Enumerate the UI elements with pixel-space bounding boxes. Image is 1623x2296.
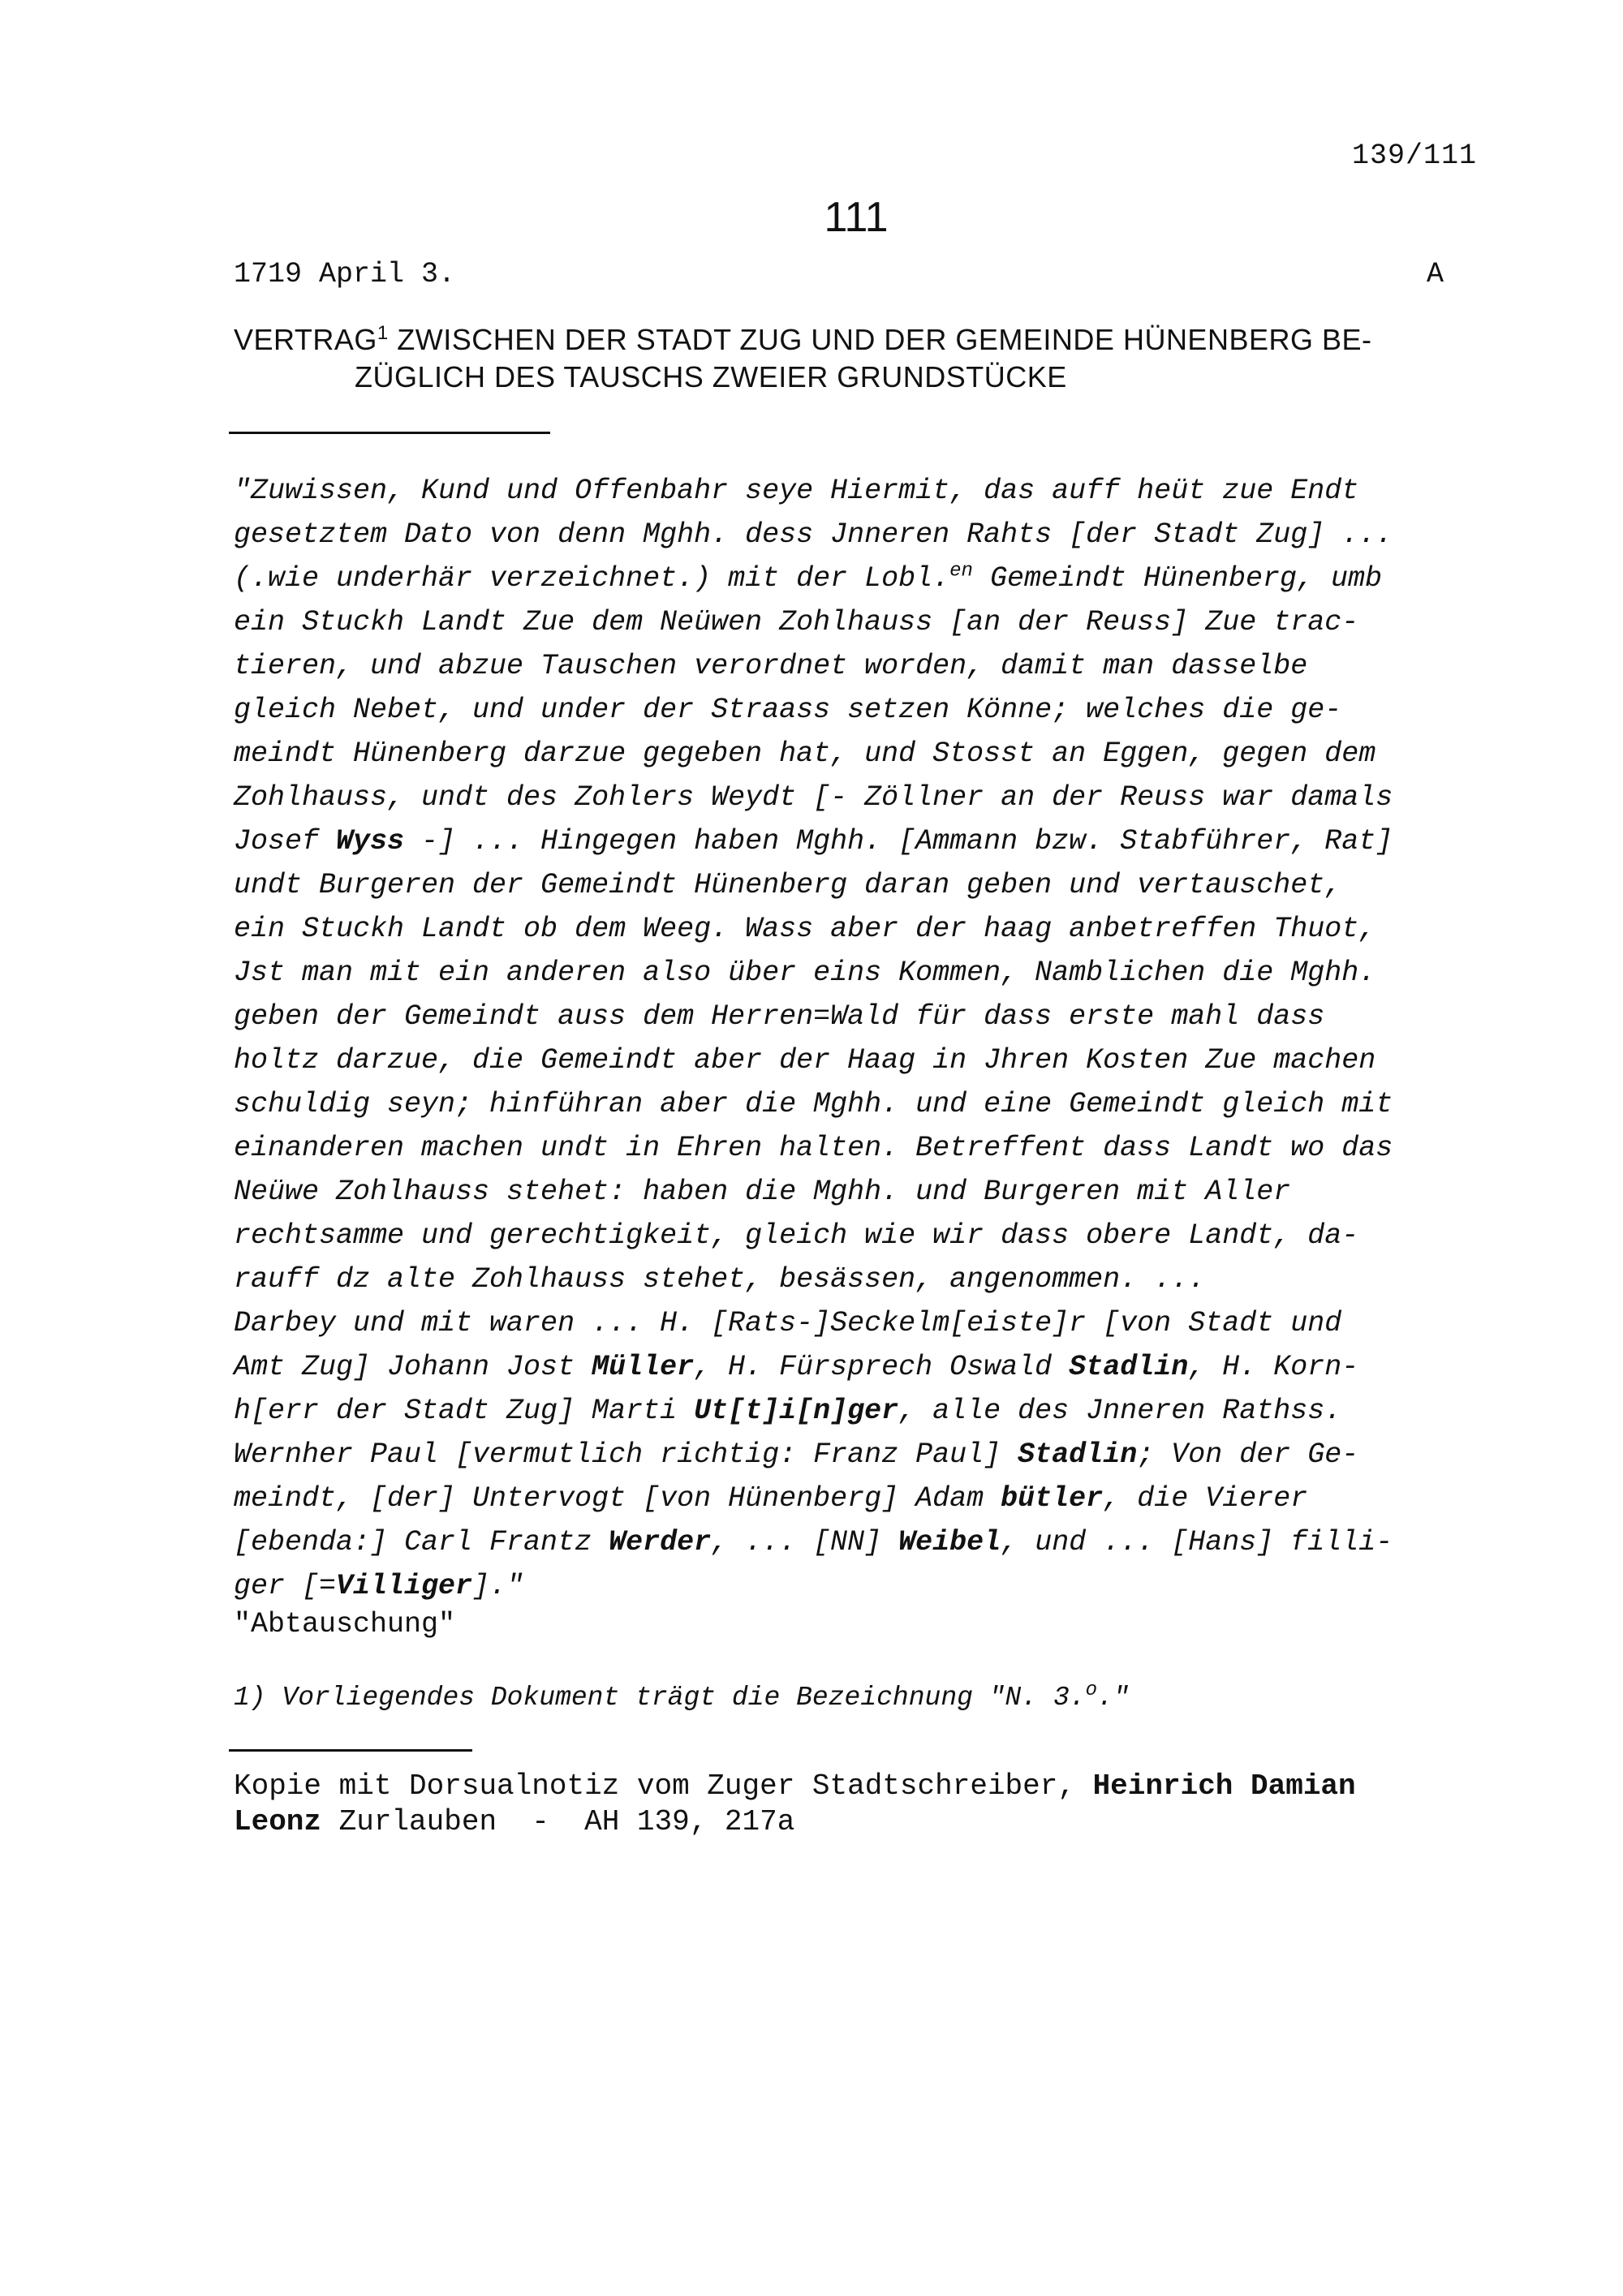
transcript-line: [234, 825, 1393, 858]
text-run: , alle des Jnneren Rathss.: [898, 1395, 1342, 1427]
transcript-line: tieren, und abzue Tauschen verordnet worden, damit man dasselbe: [234, 650, 1308, 682]
bold-name: bütler: [1001, 1482, 1104, 1515]
bold-name: Ut[t]i[n]ger: [694, 1395, 899, 1427]
text-run: Josef: [234, 825, 337, 858]
superscript: en: [949, 560, 973, 583]
document-title-line-1: [234, 323, 1371, 357]
title-rest: ZWISCHEN DER STADT ZUG UND DER GEMEINDE HÜNENBERG BE-: [388, 323, 1372, 356]
transcript-line: ein Stuckh Landt ob dem Weeg. Wass aber der haag anbetreffen Thuot,: [234, 913, 1376, 945]
transcript-line: rechtsamme und gerechtigkeit, gleich wie wir dass obere Landt, da-: [234, 1219, 1359, 1252]
transcript-line: [234, 560, 1383, 595]
title-word: VERTRAG: [234, 323, 377, 356]
transcript-line: schuldig seyn; hinführan aber die Mghh. und eine Gemeindt gleich mit: [234, 1088, 1393, 1120]
superscript: o: [1085, 1679, 1097, 1701]
text-run: h[err der Stadt Zug] Marti: [234, 1395, 695, 1427]
text-run: Zurlauben - AH 139, 217a: [321, 1805, 795, 1838]
text-run: .": [1096, 1683, 1130, 1713]
transcript-line: geben der Gemeindt auss dem Herren=Wald für dass erste mahl dass: [234, 1000, 1325, 1033]
text-run: Gemeindt Hünenberg, umb: [972, 562, 1383, 595]
transcript-line: "Zuwissen, Kund und Offenbahr seye Hiermit, das auff heüt zue Endt: [234, 475, 1359, 507]
bold-name: Stadlin: [1069, 1351, 1189, 1383]
transcript-line: holtz darzue, die Gemeindt aber der Haag in Jhren Kosten Zue machen: [234, 1044, 1376, 1077]
document-number: 111: [824, 194, 889, 241]
text-run: Wernher Paul [vermutlich richtig: Franz Paul]: [234, 1438, 1018, 1471]
bold-name: Weibel: [898, 1526, 1001, 1559]
transcript-line: Zohlhauss, undt des Zohlers Weydt [- Zöllner an der Reuss war damals: [234, 781, 1393, 814]
transcript-line: [234, 1353, 1358, 1382]
document-date: 1719 April 3.: [234, 258, 456, 290]
transcript-line: [234, 1438, 1359, 1471]
text-run: Kopie mit Dorsualnotiz vom Zuger Stadtschreiber,: [234, 1769, 1093, 1803]
text-run: , die Vierer: [1103, 1482, 1308, 1515]
transcript-line: rauff dz alte Zohlhauss stehet, besässen, angenommen. ...: [234, 1263, 1206, 1296]
text-run: ].": [472, 1570, 524, 1602]
endorsement-label: "Abtauschung": [234, 1608, 456, 1640]
transcript-line: meindt Hünenberg darzue gegeben hat, und Stosst an Eggen, gegen dem: [234, 737, 1376, 770]
bold-name: Leonz: [234, 1805, 322, 1838]
bold-name: Werder: [609, 1526, 712, 1559]
text-run: Amt Zug] Johann Jost: [234, 1351, 592, 1383]
bold-name: Wyss: [336, 825, 405, 858]
bold-name: Villiger: [336, 1570, 473, 1602]
text-run: , H. Fürsprech Oswald: [694, 1351, 1070, 1383]
transcript-line: [234, 1572, 523, 1601]
transcript-line: gesetztem Dato von denn Mghh. dess Jnneren Rahts [der Stadt Zug] ...: [234, 518, 1393, 551]
text-run: ger [=: [234, 1570, 337, 1602]
text-run: ; Von der Ge-: [1137, 1438, 1359, 1471]
bold-name: Stadlin: [1018, 1438, 1138, 1471]
title-divider: [229, 432, 550, 434]
text-run: , ... [NN]: [711, 1526, 899, 1559]
source-note: [234, 1769, 1356, 1840]
footnote-divider: [229, 1749, 472, 1752]
archive-reference: 139/111: [1351, 140, 1477, 172]
transcript-line: Neüwe Zohlhauss stehet: haben die Mghh. und Burgeren mit Aller: [234, 1176, 1291, 1208]
text-run: 1) Vorliegendes Dokument trägt die Bezeichnung "N. 3.: [234, 1683, 1086, 1713]
text-run: [ebenda:] Carl Frantz: [234, 1526, 609, 1559]
transcript-line: einanderen machen undt in Ehren halten. Betreffent dass Landt wo das: [234, 1132, 1393, 1164]
transcript-line: [234, 1482, 1308, 1515]
text-run: , H. Korn-: [1188, 1351, 1359, 1383]
text-run: meindt, [der] Untervogt [von Hünenberg] Adam: [234, 1482, 1001, 1515]
document-letter: A: [1427, 258, 1444, 290]
transcript-line: gleich Nebet, und under der Straass setzen Könne; welches die ge-: [234, 694, 1342, 726]
document-title-line-2: ZÜGLICH DES TAUSCHS ZWEIER GRUNDSTÜCKE: [355, 360, 1067, 393]
transcript-line: [234, 1526, 1393, 1559]
transcript-line: undt Burgeren der Gemeindt Hünenberg daran geben und vertauschet,: [234, 869, 1342, 901]
text-run: , und ... [Hans] filli-: [1001, 1526, 1393, 1559]
footnote: [234, 1679, 1130, 1713]
bold-name: Müller: [592, 1351, 695, 1383]
bold-name: Heinrich Damian: [1092, 1769, 1356, 1803]
transcript-line: ein Stuckh Landt Zue dem Neüwen Zohlhauss [an der Reuss] Zue trac-: [234, 606, 1359, 638]
transcript-line: [234, 1397, 1341, 1425]
text-run: -] ... Hingegen haben Mghh. [Ammann bzw. Stabführer, Rat]: [404, 825, 1393, 858]
transcript-line: Darbey und mit waren ... H. [Rats-]Seckelm[eiste]r [von Stadt und: [234, 1307, 1342, 1339]
title-footnote-mark: 1: [377, 322, 389, 344]
text-run: (.wie underhär verzeichnet.) mit der Lobl.: [234, 562, 950, 595]
transcript-line: Jst man mit ein anderen also über eins Kommen, Namblichen die Mghh.: [234, 957, 1376, 989]
